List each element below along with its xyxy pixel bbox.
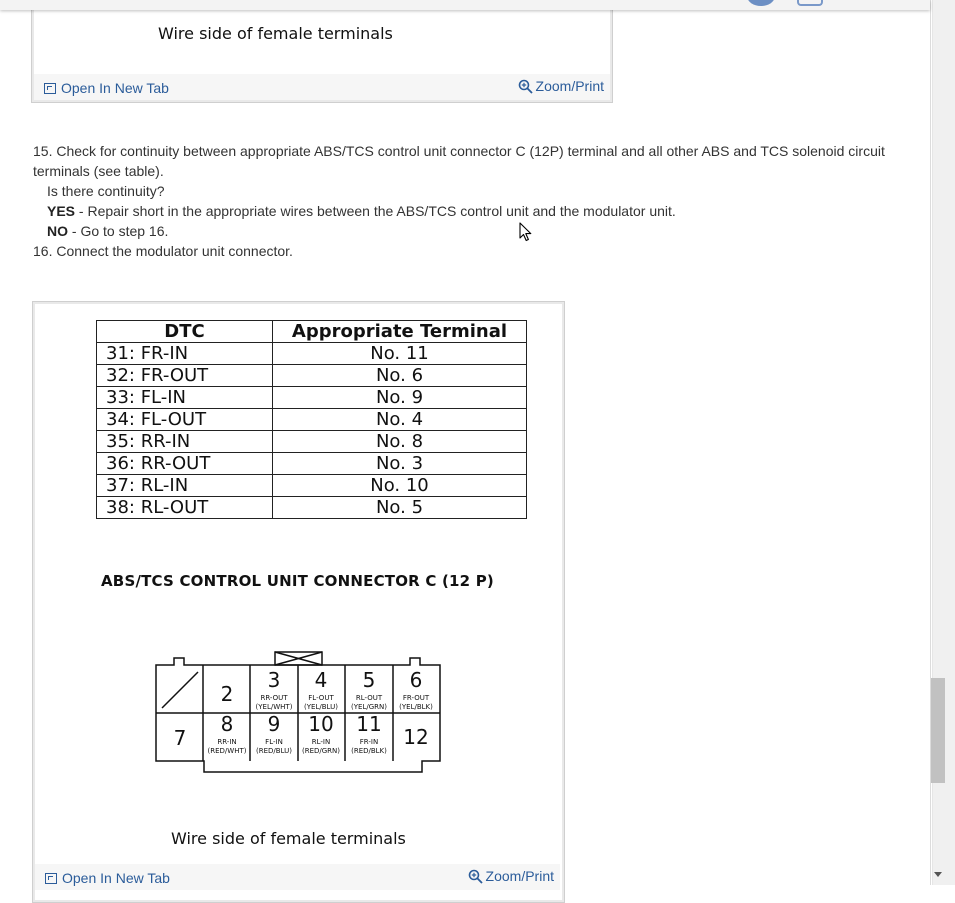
figure-main-zoom-label: Zoom/Print — [485, 868, 554, 884]
terminal-9-number: 9 — [267, 712, 281, 736]
table-cell-dtc: 33: FL-IN — [97, 387, 273, 409]
terminal-5-number: 5 — [362, 668, 376, 692]
yes-label: YES — [47, 203, 76, 219]
open-new-tab-icon — [44, 83, 56, 94]
terminal-8-label: RR-IN — [217, 738, 237, 746]
connector-outline — [156, 652, 440, 772]
step-15-question: Is there continuity? — [47, 183, 165, 199]
table-cell-dtc: 38: RL-OUT — [97, 497, 273, 519]
top-header-bar — [0, 0, 930, 10]
open-new-tab-icon — [45, 873, 57, 884]
terminal-9-wire: (RED/BLU) — [256, 747, 292, 755]
dtc-terminal-table — [96, 320, 527, 519]
figure-main-open-label: Open In New Tab — [62, 870, 170, 886]
terminal-11-wire: (RED/BLK) — [351, 747, 387, 755]
scroll-down-arrow-icon[interactable] — [934, 872, 942, 877]
terminal-5-wire: (YEL/GRN) — [351, 703, 387, 711]
terminal-11-number: 11 — [356, 712, 382, 736]
terminal-5-label: RL-OUT — [355, 694, 383, 702]
figure-top-open-new-tab-link[interactable] — [44, 80, 169, 96]
figure-main-open-new-tab-link[interactable] — [45, 870, 170, 886]
procedure-steps — [33, 141, 903, 261]
terminal-6-label: FR-OUT — [402, 694, 430, 702]
table-cell-terminal: No. 5 — [273, 497, 527, 519]
table-cell-terminal: No. 11 — [273, 343, 527, 365]
figure-top-zoom-print-link[interactable] — [518, 78, 604, 94]
table-row — [97, 453, 527, 475]
table-cell-terminal: No. 6 — [273, 365, 527, 387]
terminal-2-number: 2 — [220, 682, 234, 706]
terminal-3-label: RR-OUT — [260, 694, 288, 702]
figure-top-zoom-label: Zoom/Print — [535, 78, 604, 94]
zoom-icon — [468, 869, 483, 884]
terminal-9-label: FL-IN — [265, 738, 283, 746]
table-row — [97, 365, 527, 387]
table-cell-terminal: No. 4 — [273, 409, 527, 431]
table-row — [97, 343, 527, 365]
table-cell-terminal: No. 9 — [273, 387, 527, 409]
terminal-12-number: 12 — [403, 725, 429, 749]
figure-main-zoom-print-link[interactable] — [468, 868, 554, 884]
terminal-3-number: 3 — [267, 668, 281, 692]
terminal-7-number: 7 — [173, 726, 187, 750]
table-row — [97, 497, 527, 519]
terminal-4-number: 4 — [314, 668, 328, 692]
table-cell-terminal: No. 3 — [273, 453, 527, 475]
terminal-6-wire: (YEL/BLK) — [399, 703, 433, 711]
terminal-4-label: FL-OUT — [308, 694, 334, 702]
terminal-6-number: 6 — [409, 668, 423, 692]
terminal-3-wire: (YEL/WHT) — [255, 703, 293, 711]
table-header-terminal: Appropriate Terminal — [273, 321, 527, 343]
table-cell-dtc: 32: FR-OUT — [97, 365, 273, 387]
table-header-row — [97, 321, 527, 343]
figure-top — [31, 0, 613, 103]
table-cell-terminal: No. 8 — [273, 431, 527, 453]
table-cell-dtc: 37: RL-IN — [97, 475, 273, 497]
table-cell-dtc: 36: RR-OUT — [97, 453, 273, 475]
table-row — [97, 431, 527, 453]
no-label: NO — [47, 223, 68, 239]
table-row — [97, 387, 527, 409]
table-header-dtc: DTC — [97, 321, 273, 343]
figure-top-footer — [34, 74, 610, 100]
yes-text: - Repair short in the appropriate wires between the ABS/TCS control unit and the modulator unit. — [75, 203, 676, 219]
connector-diagram — [150, 648, 446, 778]
table-cell-dtc: 31: FR-IN — [97, 343, 273, 365]
table-row — [97, 475, 527, 497]
table-row — [97, 409, 527, 431]
table-cell-dtc: 35: RR-IN — [97, 431, 273, 453]
terminal-4-wire: (YEL/BLU) — [304, 703, 338, 711]
figure-main-footer — [35, 864, 560, 890]
table-cell-dtc: 34: FL-OUT — [97, 409, 273, 431]
figure-main-caption: Wire side of female terminals — [171, 829, 406, 848]
mouse-cursor-icon — [519, 222, 533, 242]
terminal-10-number: 10 — [308, 712, 334, 736]
table-cell-terminal: No. 10 — [273, 475, 527, 497]
notification-icon[interactable] — [797, 0, 823, 6]
zoom-icon — [518, 79, 533, 94]
step-15-text: 15. Check for continuity between appropriate ABS/TCS control unit connector C (12P) terminal and all other ABS and TCS solenoid circuit terminals (see table). — [33, 143, 885, 179]
connector-title: ABS/TCS CONTROL UNIT CONNECTOR C (12 P) — [101, 572, 494, 590]
figure-top-open-label: Open In New Tab — [61, 80, 169, 96]
step-16-text: 16. Connect the modulator unit connector. — [33, 243, 293, 259]
no-text: - Go to step 16. — [68, 223, 169, 239]
terminal-10-wire: (RED/GRN) — [301, 747, 341, 755]
user-avatar[interactable] — [747, 0, 775, 6]
step-15-yes-answer — [33, 201, 903, 221]
figure-top-caption: Wire side of female terminals — [158, 24, 393, 43]
terminal-8-wire: (RED/WHT) — [207, 747, 247, 755]
scrollbar-thumb[interactable] — [931, 678, 945, 783]
terminal-8-number: 8 — [220, 712, 234, 736]
step-15-no-answer — [33, 221, 903, 241]
terminal-10-label: RL-IN — [311, 738, 331, 746]
terminal-11-label: FR-IN — [359, 738, 379, 746]
